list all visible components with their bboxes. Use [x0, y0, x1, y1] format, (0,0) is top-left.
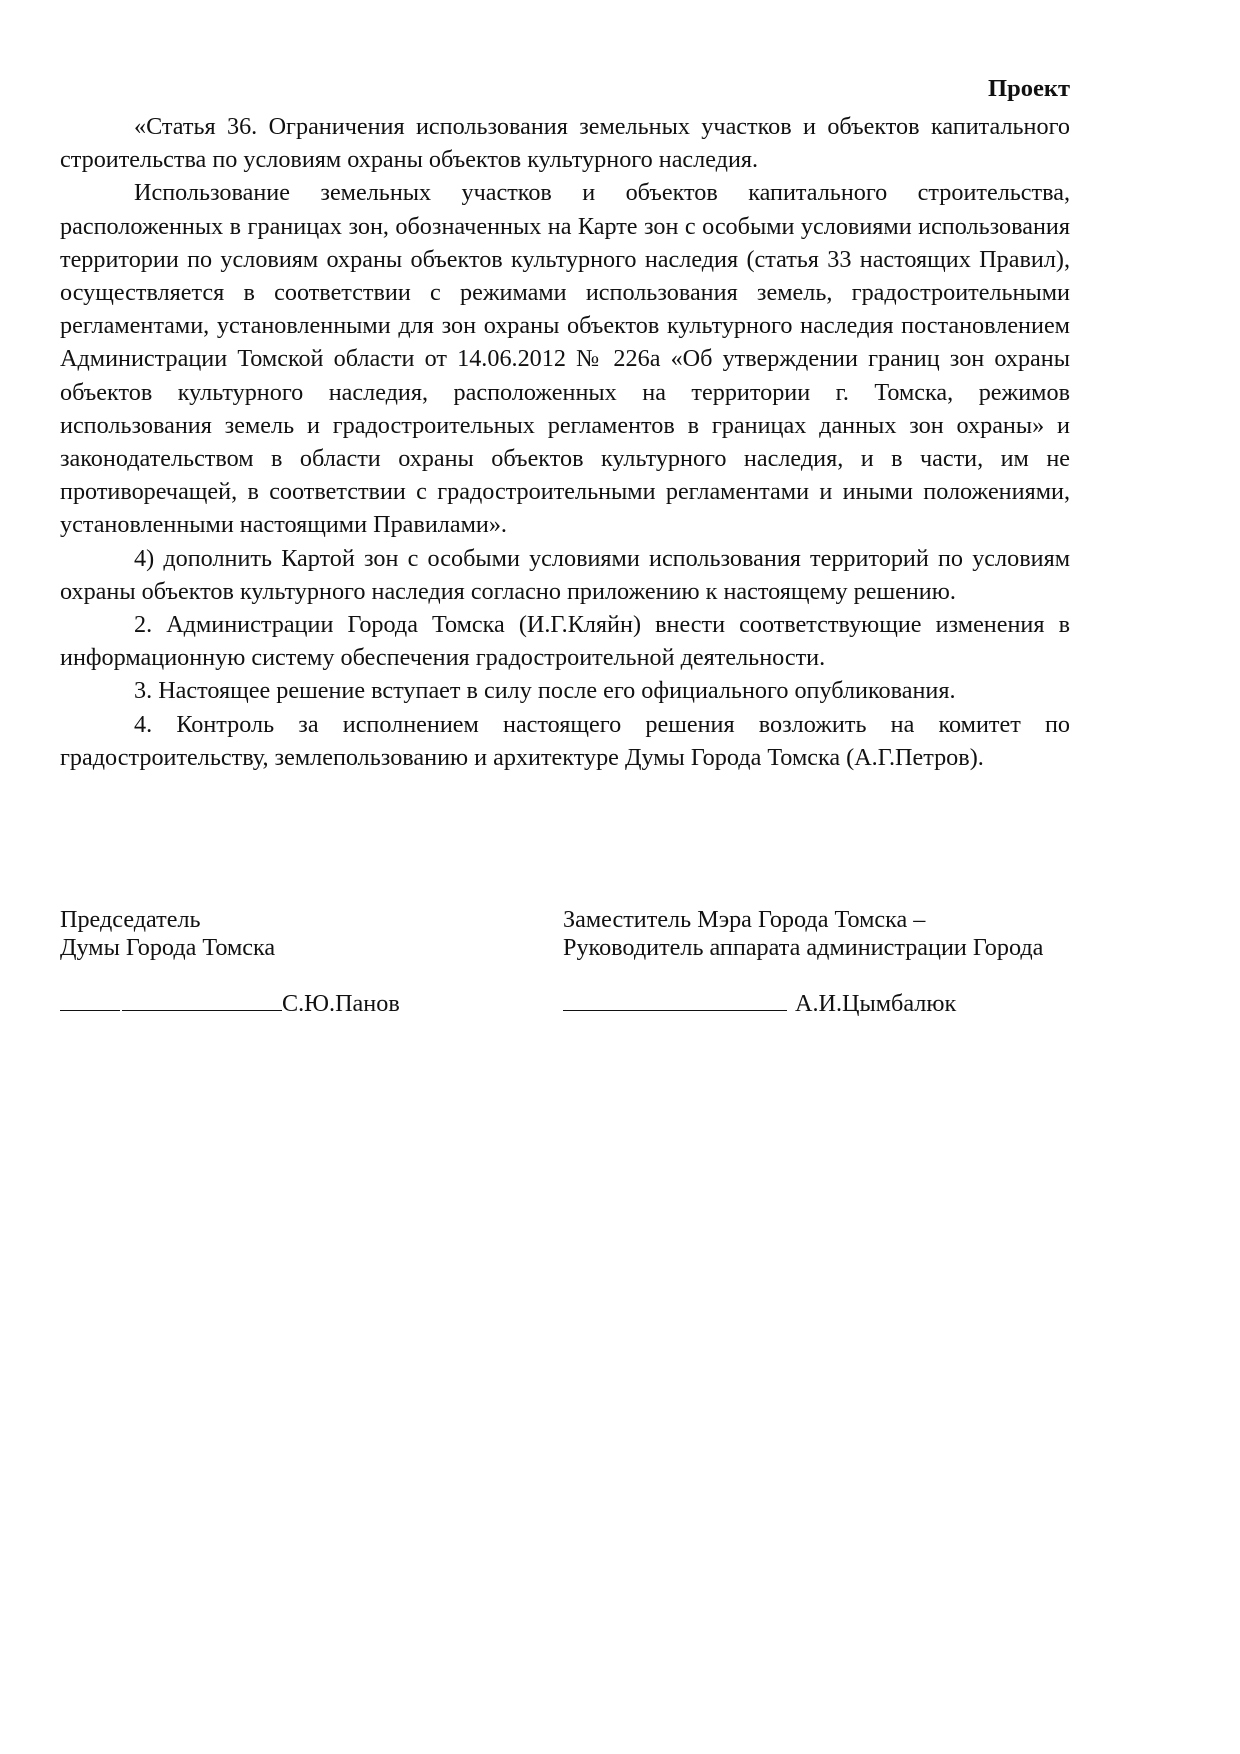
- signature-left: [60, 906, 540, 1018]
- signatory-name: А.И.Цымбалюк: [795, 990, 957, 1017]
- document-status-label: Проект: [988, 75, 1070, 102]
- signature-line: [60, 990, 540, 1018]
- signature-right: [563, 906, 1083, 1018]
- clause-3-effective-date: 3. Настоящее решение вступает в силу после его официального опубликования.: [134, 677, 956, 705]
- document-page: [60, 72, 1070, 774]
- signatory-title-line2: Руководитель аппарата администрации Города: [563, 934, 1044, 961]
- clause-4-control: 4. Контроль за исполнением настоящего решения возложить на комитет по градостроительству, землепользованию и архитектуре Думы Города Томска (А.Г.Петров).: [60, 710, 1070, 771]
- signature-underline: [60, 990, 120, 1011]
- signature-underline: [563, 990, 787, 1011]
- article-36-title: «Статья 36. Ограничения использования земельных участков и объектов капитального строительства по условиям охраны объектов культурного наследия.: [60, 113, 1070, 174]
- signatory-name: С.Ю.Панов: [282, 990, 400, 1017]
- signatory-title-line1: Заместитель Мэра Города Томска –: [563, 906, 926, 933]
- clause-4-map-addition: 4) дополнить Картой зон с особыми условиями использования территорий по условиям охраны объектов культурного наследия согласно приложению к настоящему решению.: [60, 544, 1070, 605]
- clause-2-administration: 2. Администрации Города Томска (И.Г.Кляйн) внести соответствующие изменения в информационную систему обеспечения градостроительной деятельности.: [60, 611, 1070, 672]
- signature-underline: [122, 990, 282, 1011]
- article-36-body: Использование земельных участков и объектов капитального строительства, расположенных в границах зон, обозначенных на Карте зон с особыми условиями использования территории по условиям охраны объектов культурного наследия (статья 33 настоящих Правил), осуществляется в соответствии с режимами использования земель, градостроительными регламентами, установленными для зон охраны объектов культурного наследия постановлением Администрации Томской области от 14.06.2012 № 226а «Об утверждении границ зон охраны объектов культурного наследия, расположенных на территории г. Томска, режимов использования земель и градостроительных регламентов в границах данных зон охраны» и законодательством в области охраны объектов культурного наследия, и в части, им не противоречащей, в соответствии с градостроительными регламентами и иными положениями, установленными настоящими Правилами».: [60, 179, 1070, 539]
- signatory-title-line2: Думы Города Томска: [60, 934, 276, 961]
- signature-line: [563, 990, 1083, 1018]
- signatory-title-line1: Председатель: [60, 906, 201, 933]
